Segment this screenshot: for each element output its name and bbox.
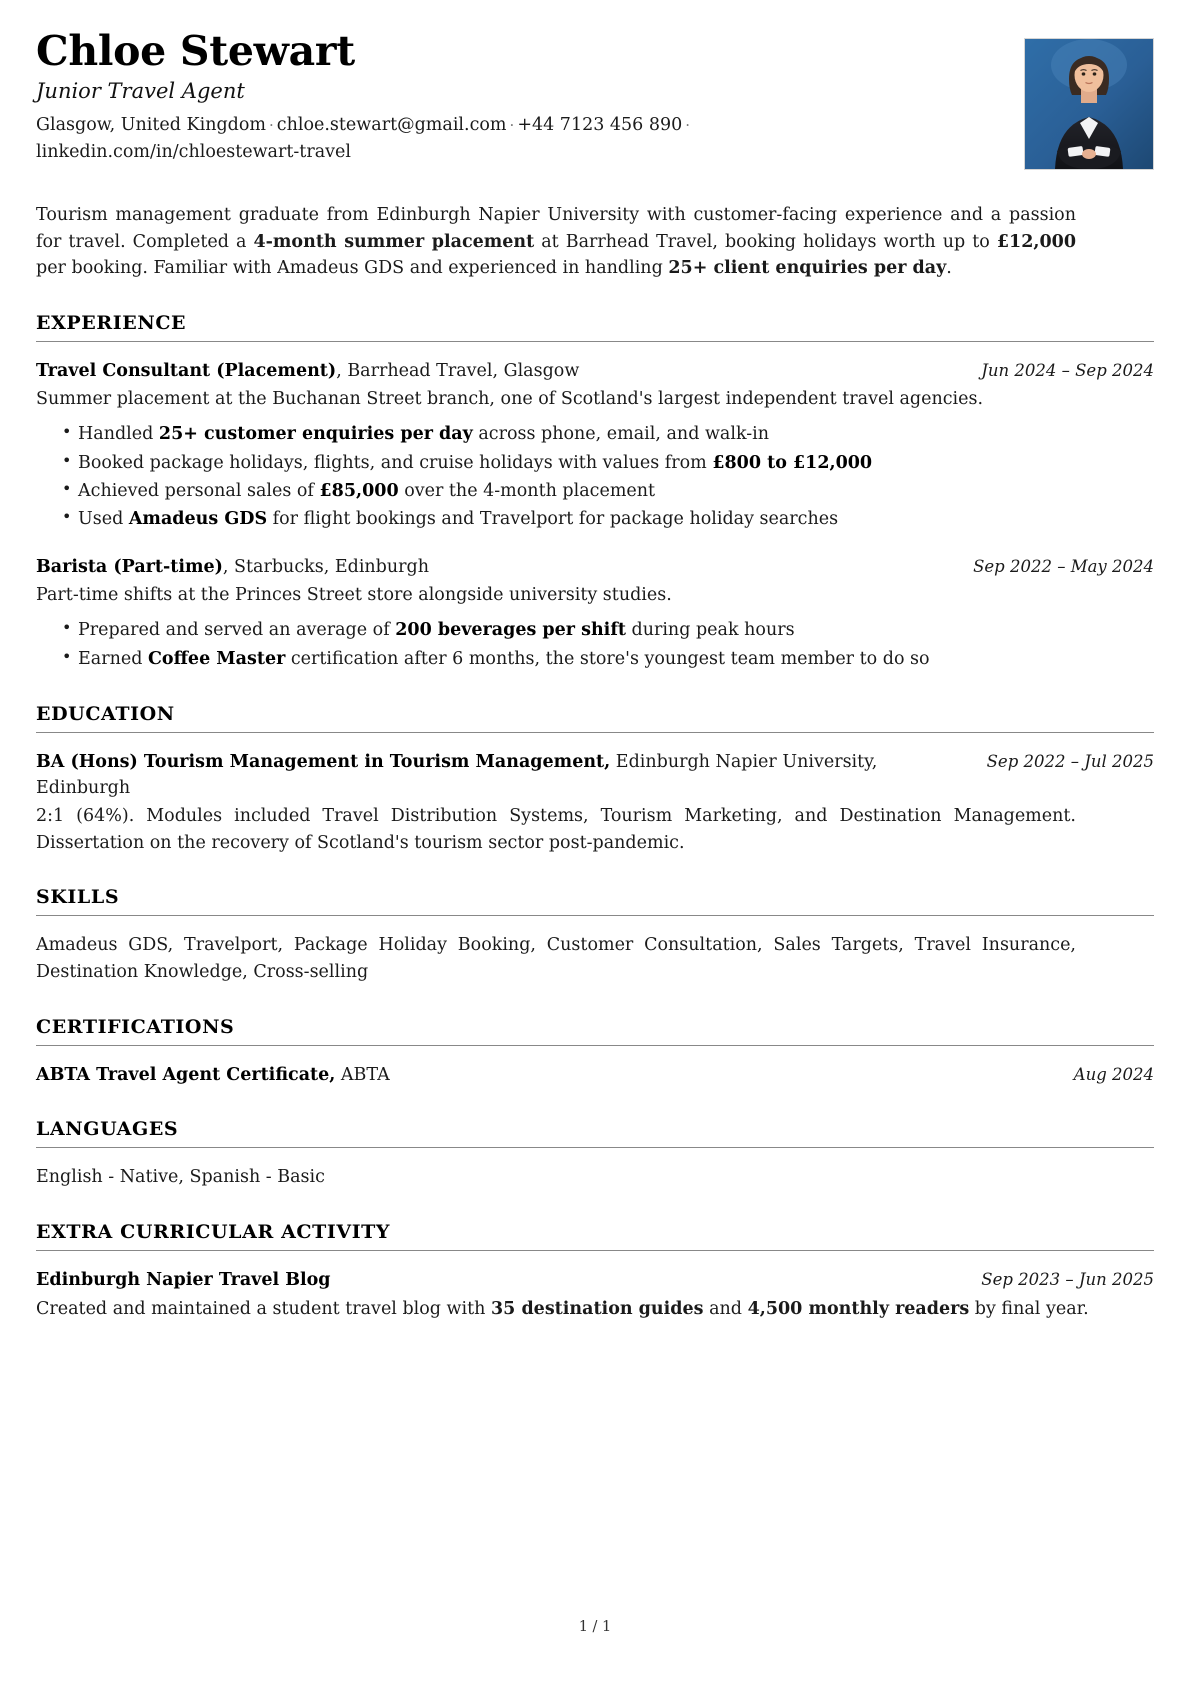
section-heading-experience: EXPERIENCE <box>36 311 187 334</box>
skills-list: Amadeus GDS, Travelport, Package Holiday Booking, Customer Consultation, Sales Targets, Travel Insurance, Destination Knowledge, Cross-selling <box>36 934 1076 982</box>
section-heading-skills: SKILLS <box>36 885 120 908</box>
avatar <box>1024 38 1154 170</box>
certification-issuer: ABTA <box>335 1065 390 1086</box>
contact-phone[interactable]: +44 7123 456 890 <box>517 115 683 136</box>
activity-text-pre: Created and maintained a student travel blog with <box>36 1298 491 1319</box>
section-divider <box>36 1147 1154 1148</box>
section-divider <box>36 341 1154 342</box>
job-company: , Barrhead Travel, Glasgow <box>336 360 580 381</box>
summary-part-2: at Barrhead Travel, booking holidays worth up to <box>534 231 997 252</box>
section-experience <box>36 312 1154 673</box>
job-role: Barista (Part-time) <box>36 556 223 577</box>
languages-list: English - Native, Spanish - Basic <box>36 1167 325 1188</box>
entry-title-line <box>36 358 963 384</box>
list-item <box>62 449 1154 477</box>
section-divider <box>36 1045 1154 1046</box>
section-divider <box>36 732 1154 733</box>
summary-part-1: Tourism management graduate from Edinburgh Napier University with customer-facing experience and a passion for travel. Completed a <box>36 205 1076 252</box>
institution-name: Edinburgh Napier University, Edinburgh <box>36 751 878 799</box>
contact-separator-3: · <box>685 116 691 135</box>
degree-name: BA (Hons) Tourism Management in Tourism Management, <box>36 751 611 772</box>
job-company: , Starbucks, Edinburgh <box>222 556 429 577</box>
job-date-range: Sep 2022 – May 2024 <box>973 556 1154 576</box>
entry-header <box>36 1267 1154 1293</box>
page-title: Chloe Stewart <box>36 27 355 75</box>
list-item <box>62 477 1154 505</box>
job-role: Travel Consultant (Placement) <box>36 360 337 381</box>
list-item <box>62 616 1154 644</box>
job-description: Part-time shifts at the Princes Street store alongside university studies. <box>36 584 672 605</box>
contact-line <box>36 112 916 166</box>
entry-header <box>36 358 1154 384</box>
activity-text-post: by final year. <box>969 1298 1089 1319</box>
summary-bold-2: £12,000 <box>996 231 1076 252</box>
section-divider <box>36 1250 1154 1251</box>
bullet-text-pre: Earned <box>78 648 148 669</box>
entry-header <box>36 1062 1154 1088</box>
bullet-text-bold: £800 to £12,000 <box>712 452 873 473</box>
bullet-text-pre: Used <box>78 509 129 530</box>
extra-curricular-entry <box>36 1267 1154 1322</box>
activity-date-range: Sep 2023 – Jun 2025 <box>981 1270 1154 1290</box>
contact-separator-1: · <box>269 116 274 135</box>
education-description: 2:1 (64%). Modules included Travel Distribution Systems, Tourism Marketing, and Destination Management. Dissertation on the recovery of Scotland's tourism sector post-pandemic. <box>36 806 1076 853</box>
job-bullet-list <box>36 616 1154 673</box>
bullet-text-pre: Handled <box>78 424 159 445</box>
contact-email[interactable]: chloe.stewart@gmail.com <box>276 115 507 136</box>
entry-header <box>36 749 1154 802</box>
professional-summary <box>36 202 1076 282</box>
job-description: Summer placement at the Buchanan Street branch, one of Scotland's largest independent travel agencies. <box>36 389 984 410</box>
list-item <box>62 645 1154 673</box>
section-heading-extra-curricular: EXTRA CURRICULAR ACTIVITY <box>36 1221 391 1244</box>
experience-entry <box>36 554 1154 673</box>
bullet-text-bold: Amadeus GDS <box>128 509 268 530</box>
bullet-text-bold: 25+ customer enquiries per day <box>158 424 473 445</box>
bullet-text-pre: Achieved personal sales of <box>78 480 320 501</box>
bullet-text-post: across phone, email, and walk-in <box>472 424 770 445</box>
portrait-photo-icon <box>1025 39 1153 169</box>
section-education <box>36 703 1154 856</box>
contact-separator-2: · <box>509 116 515 135</box>
section-certifications <box>36 1016 1154 1088</box>
job-date-range: Jun 2024 – Sep 2024 <box>981 360 1154 380</box>
summary-part-4: . <box>946 258 952 279</box>
bullet-text-bold: Coffee Master <box>147 648 286 669</box>
section-languages <box>36 1118 1154 1191</box>
bullet-text-bold: £85,000 <box>319 480 399 501</box>
summary-part-3: per booking. Familiar with Amadeus GDS and experienced in handling <box>36 258 669 279</box>
activity-name: Edinburgh Napier Travel Blog <box>36 1270 331 1291</box>
job-title: Junior Travel Agent <box>36 79 245 104</box>
bullet-text-post: during peak hours <box>625 620 795 641</box>
certification-entry <box>36 1062 1154 1088</box>
entry-title-line <box>36 554 955 580</box>
contact-linkedin[interactable]: linkedin.com/in/chloestewart-travel <box>36 142 351 163</box>
section-divider <box>36 915 1154 916</box>
certification-name: ABTA Travel Agent Certificate, <box>36 1065 336 1086</box>
education-date-range: Sep 2022 – Jul 2025 <box>986 751 1154 771</box>
bullet-text-pre: Prepared and served an average of <box>78 620 396 641</box>
bullet-text-post: for flight bookings and Travelport for package holiday searches <box>267 509 839 530</box>
section-extra-curricular <box>36 1221 1154 1322</box>
education-entry <box>36 749 1154 856</box>
activity-text-bold-2: 4,500 monthly readers <box>747 1298 970 1319</box>
section-heading-education: EDUCATION <box>36 702 175 725</box>
activity-description <box>36 1296 1154 1322</box>
entry-title-line <box>36 749 969 802</box>
bullet-text-pre: Booked package holidays, flights, and cruise holidays with values from <box>78 452 713 473</box>
page-number-footer: 1 / 1 <box>578 1619 612 1635</box>
list-item <box>62 420 1154 448</box>
contact-location: Glasgow, United Kingdom <box>36 115 267 136</box>
entry-title-line <box>36 1267 963 1293</box>
experience-entry <box>36 358 1154 534</box>
section-heading-certifications: CERTIFICATIONS <box>36 1016 235 1039</box>
section-heading-languages: LANGUAGES <box>36 1118 179 1141</box>
certification-date: Aug 2024 <box>1073 1065 1154 1085</box>
bullet-text-bold: 200 beverages per shift <box>395 620 626 641</box>
summary-bold-3: 25+ client enquiries per day <box>668 258 947 279</box>
resume-header <box>36 27 1154 180</box>
activity-text-bold-1: 35 destination guides <box>491 1298 704 1319</box>
entry-header <box>36 554 1154 580</box>
section-skills <box>36 886 1154 986</box>
activity-text-mid: and <box>703 1298 748 1319</box>
entry-title-line <box>36 1062 1056 1088</box>
summary-bold-1: 4-month summer placement <box>253 231 535 252</box>
bullet-text-post: certification after 6 months, the store's youngest team member to do so <box>285 648 930 669</box>
bullet-text-post: over the 4-month placement <box>398 480 656 501</box>
list-item <box>62 505 1154 533</box>
job-bullet-list <box>36 420 1154 533</box>
